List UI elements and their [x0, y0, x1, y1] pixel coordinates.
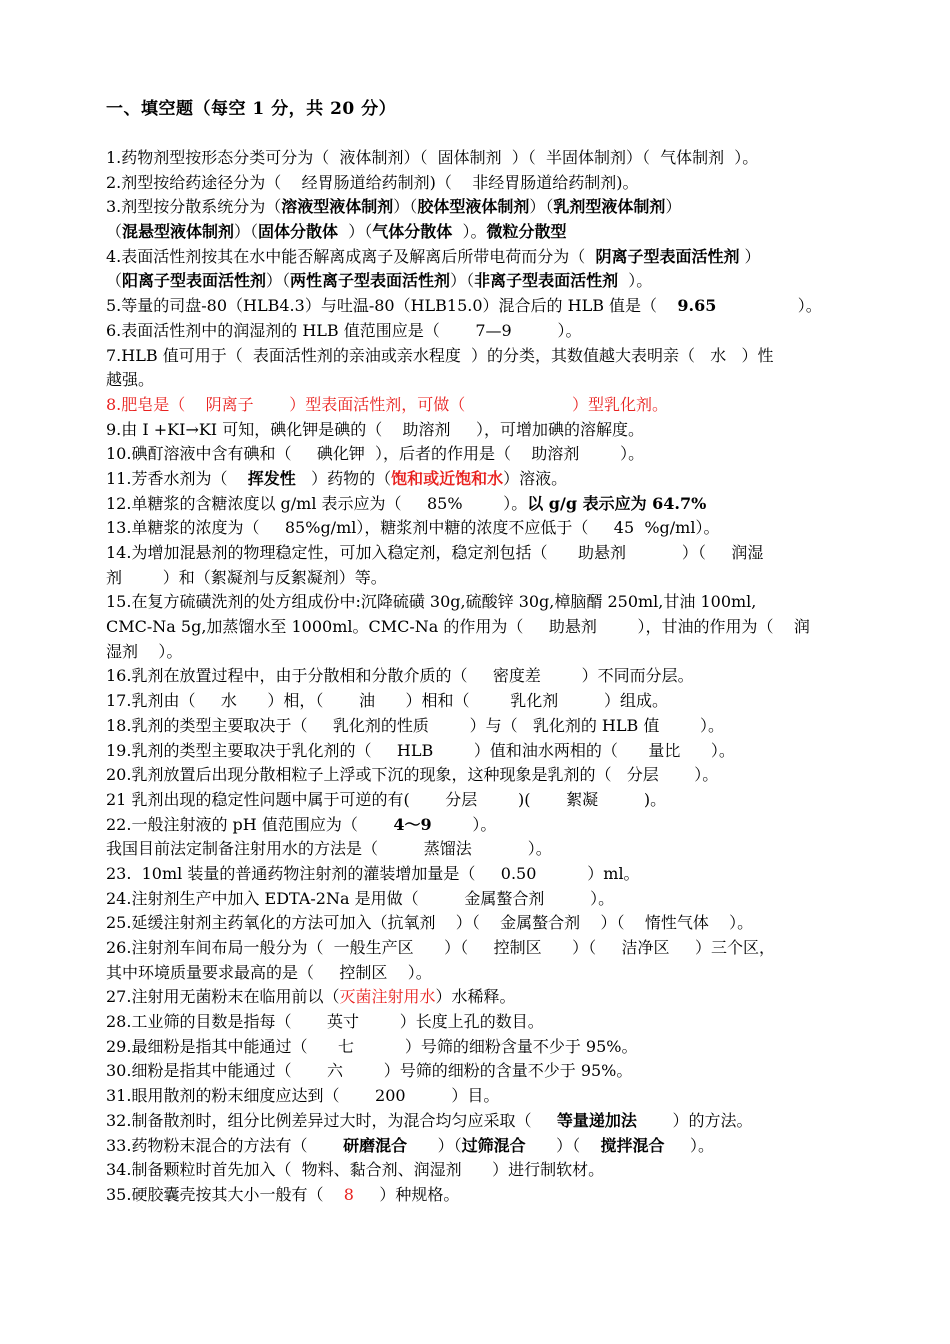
question-text: ）水稀释。 [435, 987, 516, 1007]
question-text: ）（ [407, 1135, 462, 1155]
question-line [106, 887, 886, 912]
question-text: 22.一般注射液的 pH 值范围应为（ [106, 814, 394, 834]
question-line [106, 492, 886, 517]
question-text: 34.制备颗粒时首先加入（ 物料、黏合剂、润湿剂 ）进行制软材。 [106, 1160, 605, 1180]
question-text: ）种规格。 [353, 1184, 460, 1204]
question-line [106, 319, 886, 344]
question-text: ）（ [450, 271, 475, 291]
question-text: 18.乳剂的类型主要取决于（ 乳化剂的性质 ）与（ 乳化剂的 HLB 值 ）。 [106, 715, 725, 735]
question-list [106, 146, 886, 1208]
answer-text: 胶体型液体制剂 [417, 197, 530, 217]
question-line [106, 442, 886, 467]
question-text: ）（ [393, 197, 418, 217]
question-text: 27.注射用无菌粉末在临用前以（ [106, 987, 340, 1007]
question-text: 我国目前法定制备注射用水的方法是（ 蒸馏法 ）。 [106, 839, 552, 859]
question-line [106, 368, 886, 393]
question-text: ）（ [529, 197, 554, 217]
question-line [106, 615, 886, 640]
question-text: 29.最细粉是指其中能通过（ 七 ）号筛的细粉含量不少于 95%。 [106, 1036, 638, 1056]
question-text: 19.乳剂的类型主要取决于乳化剂的（ HLB ）值和油水两相的（ 量比 ）。 [106, 740, 735, 760]
answer-text: 挥发性 [247, 468, 296, 488]
question-line [106, 344, 886, 369]
question-line [106, 1010, 886, 1035]
question-text: 10.碘酊溶液中含有碘和（ 碘化钾 ），后者的作用是（ 助溶剂 ）。 [106, 444, 645, 464]
question-line [106, 467, 886, 492]
question-text: 越强。 [106, 370, 155, 390]
question-line [106, 640, 886, 665]
question-text: 8 [343, 1184, 354, 1204]
answer-text: 饱和或近饱和水 [391, 468, 504, 488]
question-line [106, 763, 886, 788]
question-text: 7.HLB 值可用于（ 表面活性剂的亲油或亲水程度 ）的分类，其数值越大表明亲（ 水 ）性 [106, 345, 774, 365]
question-line [106, 245, 886, 270]
question-line [106, 961, 886, 986]
question-text: 灭菌注射用水 [339, 987, 436, 1007]
answer-text: 等量递加法 [556, 1110, 637, 1130]
question-text: 剂 ）和（絮凝剂与反絮凝剂）等。 [106, 567, 387, 587]
answer-text: 阴离子型表面活性剂 [595, 246, 740, 266]
answer-text: 溶液型液体制剂 [281, 197, 394, 217]
question-text: 26.注射剂车间布局一般分为（ 一般生产区 ）（ 控制区 ）（ 洁净区 ）三个区， [106, 938, 775, 957]
question-text: 3.剂型按分散系统分为（ [106, 197, 282, 217]
question-line [106, 813, 886, 838]
answer-text: 非离子型表面活性剂 [474, 271, 619, 291]
question-text: ）（ [266, 271, 291, 291]
question-text: 6.表面活性剂中的润湿剂的 HLB 值范围应是（ 7—9 ）。 [106, 320, 582, 340]
question-text: 湿剂 ）。 [106, 641, 183, 661]
question-line [106, 664, 886, 689]
question-line [106, 1134, 886, 1159]
question-text: 5.等量的司盘-80（HLB4.3）与吐温-80（HLB15.0）混合后的 HLB 值是（ [106, 296, 678, 316]
question-text: 21 乳剂出现的稳定性问题中属于可逆的有( 分层 )( 絮凝 )。 [106, 789, 667, 809]
question-line [106, 541, 886, 566]
question-line [106, 1035, 886, 1060]
question-line [106, 1059, 886, 1084]
question-text: ）。 [664, 1135, 714, 1155]
question-text: 31.眼用散剂的粉末细度应达到（ 200 ）目。 [106, 1086, 500, 1106]
question-text: ）（ [234, 222, 259, 242]
question-text: ）的方法。 [636, 1110, 753, 1130]
question-text: 23. 10ml 装量的普通药物注射剂的灌装增加量是（ 0.50 ）ml。 [106, 863, 640, 883]
question-line [106, 837, 886, 862]
question-line [106, 171, 886, 196]
question-text: 33.药物粉末混合的方法有（ [106, 1135, 344, 1155]
question-text: ）（ [338, 222, 373, 242]
question-text: ）。 [452, 222, 487, 242]
question-text: 14.为增加混悬剂的物理稳定性，可加入稳定剂，稳定剂包括（ 助悬剂 ）（ 润湿 [106, 543, 764, 562]
question-text: 28.工业筛的目数是指每（ 英寸 ）长度上孔的数目。 [106, 1012, 544, 1032]
answer-text: 微粒分散型 [486, 222, 567, 242]
question-text: ）。 [431, 814, 497, 834]
answer-text: 固体分散体 [258, 222, 339, 242]
question-line [106, 566, 886, 591]
answer-text: 过筛混合 [461, 1135, 526, 1155]
answer-text: 混悬型液体制剂 [122, 222, 235, 242]
question-line [106, 220, 886, 245]
question-line [106, 714, 886, 739]
question-line [106, 393, 886, 418]
question-text: 32.制备散剂时，组分比例差异过大时，为混合均匀应采取（ [106, 1110, 557, 1130]
question-line [106, 862, 886, 887]
question-text: 24.注射剂生产中加入 EDTA-2Na 是用做（ 金属螯合剂 ）。 [106, 888, 615, 908]
question-text: 13.单糖浆的浓度为（ 85%g/ml），糖浆剂中糖的浓度不应低于（ 45 %g/ml）。 [106, 518, 720, 538]
question-text: 15.在复方硫磺洗剂的处方组成份中:沉降硫磺 30g,硫酸锌 30g,樟脑醑 250ml,甘油 100ml, [106, 592, 757, 612]
question-line [106, 985, 886, 1010]
question-line [106, 1084, 886, 1109]
question-line [106, 294, 886, 319]
question-line [106, 788, 886, 813]
question-line [106, 936, 886, 961]
question-text: ） [665, 197, 682, 217]
question-line [106, 146, 886, 171]
answer-text: 4～9 [393, 814, 432, 834]
question-text: CMC-Na 5g,加蒸馏水至 1000ml。CMC-Na 的作用为（ 助悬剂 ），甘油的作用为（ 润 [106, 617, 810, 637]
question-line [106, 590, 886, 615]
question-text: ）。 [716, 296, 822, 316]
question-text: 16.乳剂在放置过程中，由于分散相和分散介质的（ 密度差 ）不同而分层。 [106, 666, 694, 686]
answer-text: 气体分散体 [372, 222, 453, 242]
question-line [106, 1183, 886, 1208]
answer-text: 阳离子型表面活性剂 [122, 271, 267, 291]
answer-text: 9.65 [677, 296, 717, 316]
question-text: ）。 [618, 271, 653, 291]
question-line [106, 516, 886, 541]
question-text: 30.细粉是指其中能通过（ 六 ）号筛的细粉的含量不少于 95%。 [106, 1061, 633, 1081]
question-text: 20.乳剂放置后出现分散相粒子上浮或下沉的现象，这种现象是乳剂的（ 分层 ）。 [106, 765, 719, 785]
question-text: ）（ [525, 1135, 601, 1155]
question-text: 12.单糖浆的含糖浓度以 g/ml 表示应为（ 85% ）。 [106, 493, 528, 513]
section-title: 一、填空题（每空 1 分，共 20 分） [106, 99, 397, 119]
question-line [106, 269, 886, 294]
question-text: （ [106, 222, 123, 242]
answer-text: 乳剂型液体制剂 [553, 197, 666, 217]
question-line [106, 1109, 886, 1134]
question-line [106, 1158, 886, 1183]
question-text: ）药物的（ [295, 468, 392, 488]
question-text: （ [106, 271, 123, 291]
question-text: 其中环境质量要求最高的是（ 控制区 ）。 [106, 962, 432, 982]
question-text: 11.芳香水剂为（ [106, 468, 248, 488]
question-text: ）溶液。 [503, 468, 568, 488]
answer-text: 研磨混合 [343, 1135, 408, 1155]
question-text: 4.表面活性剂按其在水中能否解离成离子及解离后所带电荷而分为（ [106, 246, 596, 266]
question-text: 2.剂型按给药途径分为（ 经胃肠道给药制剂)（ 非经胃肠道给药制剂)。 [106, 172, 639, 192]
question-text: 25.延缓注射剂主药氧化的方法可加入（抗氧剂 ）（ 金属螯合剂 ）（ 惰性气体 ）。 [106, 913, 754, 933]
answer-text: 两性离子型表面活性剂 [290, 271, 451, 291]
question-text: 8.肥皂是（ 阴离子 ）型表面活性剂，可做（ ）型乳化剂。 [106, 394, 669, 414]
question-line [106, 689, 886, 714]
question-line [106, 418, 886, 443]
question-text: ） [739, 246, 761, 266]
answer-text: 搅拌混合 [600, 1135, 665, 1155]
question-line [106, 195, 886, 220]
question-line [106, 739, 886, 764]
question-text: 1.药物剂型按形态分类可分为（ 液体制剂）（ 固体制剂 ）（ 半固体制剂）（ 气体制剂 ）。 [106, 148, 759, 167]
question-text: 9.由 I +KI→KI 可知，碘化钾是碘的（ 助溶剂 ），可增加碘的溶解度。 [106, 419, 644, 439]
question-text: 17.乳剂由（ 水 ）相，（ 油 ）相和（ 乳化剂 ）组成。 [106, 691, 668, 711]
answer-text: 以 g/g 表示应为 64.7% [527, 493, 707, 513]
question-line [106, 911, 886, 936]
question-text: 35.硬胶囊壳按其大小一般有（ [106, 1184, 344, 1204]
